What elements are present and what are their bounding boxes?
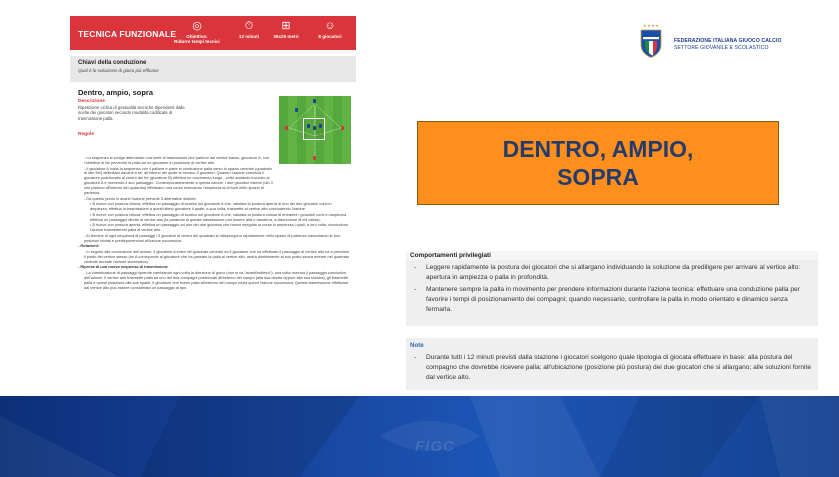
title-text: DENTRO, AMPIO, SOPRA: [502, 136, 694, 190]
rule-item: - Rotazioni:: [78, 243, 100, 249]
player-marker: [295, 108, 298, 112]
player-icon: ☺: [324, 20, 336, 32]
behaviors-header: [406, 251, 818, 260]
duration-value: 12 minuti: [238, 34, 260, 39]
rule-item: - La combinazione di passaggi riprende cambiando ogni volta la direzione di gioco (non si va "avanti/indietro"): una volta ricevuto il passaggio conclusivo dell'azione, il vertice alto trasmette palla ad uno dei due compagni posizionati all'esterno del campo (alla sua destra oppure alla sua sinistra), gli trasmette palla e quindi posiziona alle sue spalle. Il giocatore che riceve palla all'esterno del campo inizia quindi l'azione successiva. Questa trasmissione effettuata dal vertice alto può essere considerata un passaggio di tipo: [84, 269, 349, 290]
player-marker: [307, 124, 310, 128]
player-marker: [313, 126, 316, 130]
behavior-item: - Leggere rapidamente la postura dei giocatori che si allargano individuando la soluzione da prediligere per arrivare al vertice alto: apertura in ampiezza o palla in profondità.: [414, 263, 814, 283]
logo-line2: SETTORE GIOVANILE E SCOLASTICO: [674, 45, 769, 51]
key-subtitle: Qual è la soluzione di gioco più efficace: [78, 68, 159, 73]
behavior-item: - Mantenere sempre la palla in movimento per prendere informazioni durante l'azione tecnica: effettuare una conduzione palla per favorire i tempi di posizionamento dei compagni; quando necessario, controllare la palla in modo orientato e dinamico senza fermarla.: [414, 285, 814, 315]
rule-item: - Al termine di ogni sequenza di passaggi i 3 giocatori al centro del quadrato si ridispongono rapidamente nello spazio di partenza mescolando le loro posizioni iniziali e predisponendosi all'azione successiva.: [84, 232, 341, 243]
duration-item: [235, 20, 263, 39]
figc-logo: [640, 23, 830, 62]
exercise-diagram: [279, 96, 351, 164]
rule-item: - In seguito alla conclusione dell'azione, il giocatore A entra nel quadrato centrale ed il giocatore che ha effettuato il passaggio al vertice alto va a prendere il posto del vertice stesso (se A corrisponde al giocatore che ha passato la palla al vertice alto, andrà direttamente al suo posto senza entrare nel quadrato centrale durante l'azione successiva).: [84, 248, 350, 264]
rule-item: • B riceve con postura chiusa, effettua un passaggio di scarico sul giocatore A che, valutata la postura chiusa di entrambi i giocatori corsi in ampiezza effettua un passaggio diretto al vertice alto (la parabola di questa trasmissione può essere alta o rasoterra, a discrezione di chi calcia).: [90, 211, 347, 222]
behavior-item-text: Mantenere sempre la palla in movimento per prendere informazioni durante l'azione tecnica: effettuare una conduzione palla per favorire i tempi di posizionamento dei compagni; quando necessario, controllare la palla in modo orientato e dinamico senza fermarla.: [426, 286, 800, 313]
title-box: [417, 121, 779, 205]
note-panel: [406, 338, 818, 390]
rules-list: [78, 156, 350, 291]
rule-item: - Da questo punto in avanti l'azione prevede 3 alternative distinte:: [84, 195, 197, 201]
logo-line1: FEDERAZIONE ITALIANA GIUOCO CALCIO: [674, 38, 782, 44]
rule-item: - Il giocatore A inizia la sequenza con il pallone e parte in conduzione palla verso lo spazio centrale (quadrato di lato 5m) delimitato davanti a sé, all'interno del quale si trovano 3 giocatori. Quando l'azione comincia il giocatore posizionato al centro dei tre (giocatore B) effettua un movimento lungo - corto andando incontro al giocatore A e ricevendo il suo passaggio. Contemporaneamente a questa azione, i due giocatori esterni (dei 3 che partono all'interno del quadrato) effettuano una corsa ricercando l'ampiezza al di fuori dello spazio di partenza.: [84, 165, 273, 196]
banner-pattern: [0, 396, 839, 477]
stars-icon: ★★★★: [643, 23, 660, 28]
field-icon: ⊞: [281, 20, 291, 32]
rule-item: - La sequenza si svolge alternando una serie di trasmissioni che partono dal vertice basso, giocatore A, con l'obiettivo di far pervenire la palla ad un giocatore in posizione di vertice alto.: [84, 155, 270, 165]
behaviors-panel: [406, 251, 818, 326]
rule-item: • B riceve con postura chiusa, effettua un passaggio di scarico sul giocatore A che, valutata la postura aperta di uno dei due giocatori corsi in ampiezza, effettua la trasmissione a quest'ultimo giocatore il quale, a sua volta, trasmette al vertice alto concludendo l'azione.: [90, 201, 332, 212]
field-size: 29x29 metri: [273, 34, 299, 39]
players-count: 8 giocatori: [318, 34, 342, 39]
objective-text: Obiettivo: Ridurre tempi tecnici: [174, 34, 220, 45]
rules-label: Regole: [78, 132, 94, 137]
description-text: Ripetizione ciclica di gestualità tecniche dipendenti dalle scelte dei giocatori secondo modalità codificate di trasmissione palla.: [78, 105, 185, 121]
target-icon: ◎: [192, 20, 202, 32]
bottom-banner: [0, 396, 839, 477]
note-item: - Durante tutti i 12 minuti previsti dalla stazione i giocatori scelgono quale tipologia di giocata effettuare in base: alla postura del compagno che dovrebbe ricevere palla; all'ubicazione (posizione più postura) dei due giocatori che si allargano; alle soluzioni fornite dal vertice alto.: [414, 353, 814, 383]
player-marker: [341, 126, 344, 130]
description-label: Descrizione: [78, 99, 105, 104]
player-marker: [313, 99, 316, 103]
exercise-title: Dentro, ampio, sopra: [78, 88, 154, 97]
behaviors-heading: Comportamenti privilegiati: [410, 252, 491, 259]
figc-watermark: FIGC: [415, 438, 455, 455]
field-item: [269, 20, 303, 39]
sheet-header: [70, 16, 356, 50]
key-title: Chiavi della conduzione: [78, 60, 147, 66]
player-marker: [319, 124, 322, 128]
objective-item: [166, 20, 228, 44]
key-box: [70, 56, 356, 82]
note-item-text: Durante tutti i 12 minuti previsti dalla stazione i giocatori scelgono quale tipologia di giocata effettuare in base: alla postura del compagno che dovrebbe ricevere palla; all'ubicazione (posizione più postura) dei due giocatori che si allargano; alle soluzioni fornite dal vertice alto.: [426, 354, 812, 381]
players-item: [310, 20, 350, 39]
behavior-item-text: Leggere rapidamente la postura dei giocatori che si allargano individuando la soluzione da prediligere per arrivare al vertice alto: apertura in ampiezza o palla in profondità.: [426, 264, 801, 281]
sheet-title: TECNICA FUNZIONALE: [78, 29, 177, 39]
stopwatch-icon: ⏱: [244, 20, 254, 32]
rule-item: • B riceve con postura aperta, effettua un passaggio ad uno dei due giocatori che hanno eseguito la corsa in ampiezza i quali, a loro volta, concludono l'azione trasmettendo palla al vertice alto.: [90, 222, 349, 233]
exercise-sheet: [70, 16, 356, 390]
note-heading: Note: [410, 342, 424, 349]
rule-item: - Ripresa di una nuova sequenza di trasmissioni:: [78, 264, 169, 270]
player-marker: [285, 126, 288, 130]
figc-shield-icon: [640, 28, 662, 58]
